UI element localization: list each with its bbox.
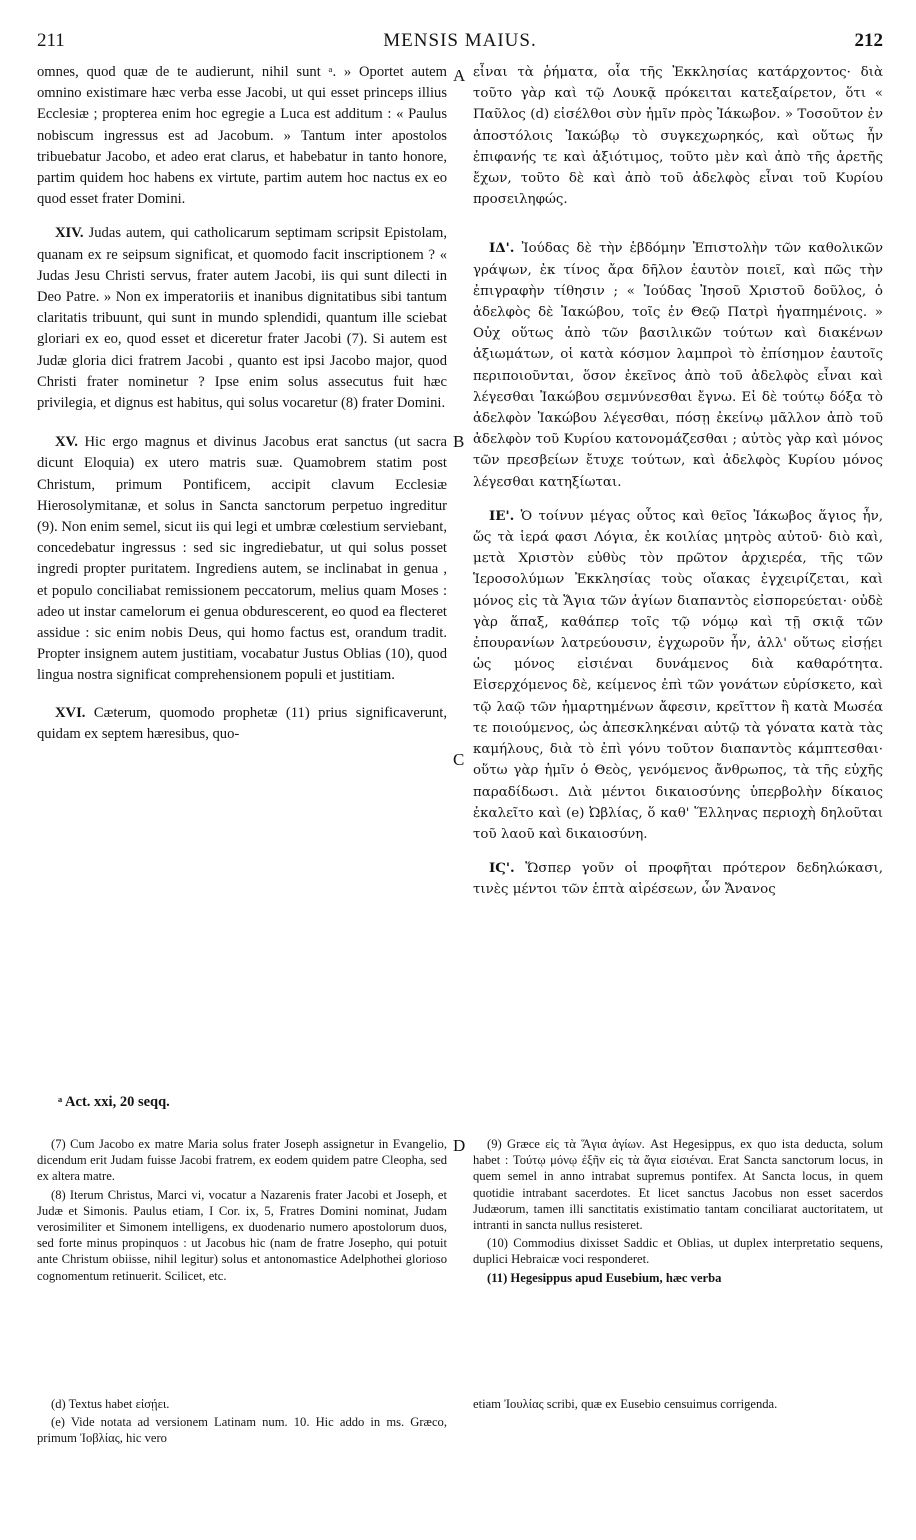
section-number: ΙΔ'. bbox=[489, 240, 515, 257]
footnotes-right bbox=[473, 1136, 883, 1288]
latin-paragraph-text: Cæterum, quomodo prophetæ (11) prius significaverunt, quidam ex septem hæresibus, quo- bbox=[37, 704, 447, 742]
footnote: (8) Iterum Christus, Marci vi, vocatur a Nazarenis frater Jacobi et Joseph, et Judæ et Simonis. Paulus etiam, I Cor. ix, 5, Fratres Domini nominat, Judam verosimiliter et Simonem intelligens, ex duodenario numero apostolorum duos, sed forte minus propinquos : ut Jacobus hic (nam de fratre Josepho, qui potuit ante Christum obiisse, nihil legitur) solus et antonomastice Adelphothei glorioso cognomentum retinuerit. Scilicet, etc. bbox=[37, 1187, 447, 1283]
section-number: ΙϚ'. bbox=[489, 860, 515, 877]
textual-note: (d) Textus habet εἰσῄει. bbox=[51, 1397, 170, 1411]
latin-paragraph: omnes, quod quæ de te audierunt, nihil sunt ᵃ. » Oportet autem omnino existimare hæc verba esse Jacobi, ut qui esset princeps illius Ecclesiæ ; propterea enim hoc egregie a Luca est additum : « Paulus nobiscum ingressus est ad Jacobum. » Tantum inter apostolos tribuebatur Jacobo, et adeo erat clarus, et habebatur in tanto honore, partim quidem hoc habens ex virtute, partim autem hoc nactus ex eo quod esset frater Domini. bbox=[37, 64, 447, 208]
right-page-number: 212 bbox=[854, 30, 883, 51]
latin-paragraph-text: Hic ergo magnus et divinus Jacobus erat sanctus (ut sacra dicunt Eloquia) ex utero matris suæ. Quamobrem statim post Christum, primum Pontificem, accipit clavum Ecclesiæ Hierosolymitanæ, et solus in Sancta sanctorum perpetuo ingreditur (9). Non enim semel, sicut iis qui legi et umbræ cœlestium serviebant, concedebatur ingressus : sed sic ingrediebatur, ut qui solus posset ingredi propter puritatem. Ingrediens autem, se inclinabat in genua , et populo conciliabat remissionem peccatorum, melius quam Moses : adeo ut instar camelorum ei genua obdurescerent, eo quod ea flecteret assidue : sic enim nobis Deus, qui homo factus est, orandum tradit. Propter insignem autem justitiam, vocabatur Justus Oblias (10), quod lingua nostra significat comprehensionem populi et justitiam. bbox=[37, 434, 448, 684]
left-page-number: 211 bbox=[37, 30, 65, 51]
greek-paragraph-text: Ὁ τοίνυν μέγας οὗτος καὶ θεῖος Ἰάκωβος ἅγιος ἦν, ὥς τὰ ἱερά φασι Λόγια, ἐκ κοιλίας μητρὸς αὐτοῦ· διὸ καὶ, μετὰ Χριστὸν εὐθὺς τὸν πρῶτον ἀρχιερέα, τῆς τῶν Ἱεροσολύμων Ἐκκλησίας τοὺς οἴακας ἐγχειρίζεται, καὶ μόνος εἰς τὰ Ἅγια τῶν ἁγίων διαπαντὸς εἰσπορεύεται· οὐδὲ γὰρ ἅπαξ, καθάπερ τοῖς τῷ νόμῳ καὶ τῇ σκιᾷ τῶν ἐπουρανίων λατρεύουσιν, ἐγχωροῦν ἦν, ἀλλ' οὕτως εἰσῄει ὡς μόνος εἰσιέναι δυνάμενος διὰ καθαρότητα. Εἰσερχόμενος δὲ, κείμενος ἐπὶ τῶν γονάτων εὑρίσκετο, καὶ τῷ λαῷ τῶν ἡμαρτημένων ἄφεσιν, κρεῖττον ἢ κατὰ Μωσέα τε ποιούμενος, ὡς ἀπεσκληκέναι αὐτῷ τὰ γόνατα κατὰ τὰς καμήλους, διὰ τὸ ἐπὶ γόνυ τοῦτον διαπαντὸς κάμπτεσθαι· οὕτω γὰρ ἡμῖν ὁ Θεὸς, γενόμενος ἄνθρωπος, τὰ τῆς εὐχῆς παραδίδωσι. Διὰ μέντοι δικαιοσύνης ὑπερβολὴν δίκαιος ἐκαλεῖτο καὶ (e) Ὠβλίας, ὅ καθ' Ἕλληνας περιοχὴ δηλοῦται τοῦ λαοῦ καὶ δικαιοσύνη. bbox=[473, 508, 884, 842]
greek-paragraph-text: Ἰούδας δὲ τὴν ἑβδόμην Ἐπιστολὴν τῶν καθολικῶν γράψων, ἐκ τίνος ἄρα δῆλον ἑαυτὸν ποιεῖ, καὶ πῶς τὴν ἐπιγραφὴν τίθησιν ; « Ἰούδας Ἰησοῦ Χριστοῦ δοῦλος, ὁ ἀδελφὸς δὲ Ἰακώβου, τοῖς ἐν Θεῷ Πατρὶ ἠγαπημένοις. » Οὐχ οὕτως ἀπὸ τῶν βασιλικῶν τούτων καὶ διακένων ἀξιωμάτων, οἱ κατὰ κόσμον λαμπροὶ τὸ ἐπίσημον ἑαυτοῖς περιποιοῦνται, ὅσον ἐκεῖνος ἀπὸ τοῦ ἀδελφὸς εἶναι καὶ λέγεσθαι Ἰακώβου σεμνύνεσθαι ἔγνω. Εἰ δὲ τούτῳ δόξα τὸ ἀδελφὸν Ἰακώβου λέγεσθαι, πόσῃ ἐκείνῳ μᾶλλον ἀπὸ τοῦ ἀδελφὸν τοῦ Κυρίου κατονομάζεσθαι ; αὐτὸς γὰρ καὶ μόνος τῶν πρεσβείων ἔτυχε τούτων, καὶ ἀδελφὸς Κυρίου μόνος λέγεσθαι κατηξίωται. bbox=[473, 241, 883, 490]
latin-column bbox=[37, 62, 447, 758]
running-header bbox=[37, 30, 883, 56]
margin-letter-c: C bbox=[453, 750, 465, 769]
greek-paragraph bbox=[473, 238, 883, 492]
greek-paragraph: εἶναι τὰ ῥήματα, οἷα τῆς Ἐκκλησίας κατάρχοντος· διὰ τοῦτο γὰρ καὶ τῷ Λουκᾷ πρόκειται κατεξαίρετον, ὅτι « Παῦλος (d) εἰσέλθοι σὺν ἡμῖν πρὸς Ἰάκωβον. » Τοσοῦτον ἐν ἀποστόλοις Ἰακώβῳ τὸ συγκεχωρηκός, καὶ οὕτως ἦν ἐπιφανής τε καὶ ἀξιότιμος, τοῦτο μὲν καὶ ἀπὸ τῆς ἀρετῆς ἔχων, τοῦτο δὲ καὶ ἀπὸ τοῦ ἀδελφὸς εἶναι τοῦ Κυρίου προσειληφώς. bbox=[473, 65, 883, 208]
section-number: ΙΕ'. bbox=[489, 507, 515, 524]
margin-letter-b: B bbox=[453, 432, 465, 451]
footnote: (9) Græce εἰς τὰ Ἅγια ἁγίων. Ast Hegesippus, ex quo ista deducta, solum habet : Τούτῳ μόνῳ ἐξῆν εἰς τὰ ἅγια εἰσιέναι. Erat Sancta sanctorum locus, in quem semel in anno intrabat supremus pontifex. At Sancta locus, in quem quotidie intrabant sacerdotes. Et licet sanctus Jacobus non esset sacerdos Judæorum, tamen illi sanctitatis existimatio tantam conciliarat auctoritatem, ut intranti in sancta nullus resisteret. bbox=[473, 1137, 883, 1233]
footnotes-left bbox=[37, 1136, 447, 1286]
latin-paragraph-text: Judas autem, qui catholicarum septimam scripsit Epistolam, quanam ex re seipsum significat, et quomodo facit inscriptionem ? « Judas Jesu Christi servus, frater autem Jacobi, iis qui sunt dilecti in Deo Patre. » Non ex imperatoriis et inanibus dignitatibus sibi tantum claritatis tribuunt, qui sunt in mundo splendidi, quantum ille sciebat gloriari ex eo, quod esset et diceretur frater Jacobi (7). Si autem est Judæ gloria dici fratrem Jacobi , quanto est ipsi Jacobo major, quod Christi frater nominetur ? Ipse enim solus assecutus fuit hæc privilegia, et dignus est habitus, qui solus vocaretur (8) frater Domini. bbox=[37, 225, 447, 412]
footnote: (11) Hegesippus apud Eusebium, hæc verba bbox=[487, 1270, 722, 1285]
greek-paragraph bbox=[473, 506, 883, 845]
textual-notes-left bbox=[37, 1396, 447, 1449]
running-title: MENSIS MAIUS. bbox=[383, 30, 537, 51]
textual-notes-right bbox=[473, 1396, 883, 1414]
scripture-reference: ᵃ Act. xxi, 20 seqq. bbox=[58, 1094, 170, 1110]
latin-paragraph bbox=[37, 703, 447, 745]
section-number: XIV. bbox=[55, 225, 84, 242]
greek-paragraph bbox=[473, 858, 883, 900]
latin-paragraph bbox=[37, 223, 447, 414]
textual-note: etiam Ἰουλίας scribi, quæ ex Eusebio censuimus corrigenda. bbox=[473, 1397, 778, 1411]
textual-note: (e) Vide notata ad versionem Latinam num. 10. Hic addo in ms. Græco, primum Ἰοβλίας, hic vero bbox=[37, 1415, 447, 1446]
latin-paragraph bbox=[37, 432, 447, 686]
greek-paragraph-text: Ὥσπερ γοῦν οἱ προφῆται πρότερον δεδηλώκασι, τινὲς μέντοι τῶν ἑπτὰ αἱρέσεων, ὧν Ἄνανος bbox=[473, 861, 884, 898]
margin-letter-a: A bbox=[453, 66, 466, 85]
margin-letter-d: D bbox=[453, 1136, 466, 1155]
greek-column bbox=[473, 62, 883, 914]
section-number: XVI. bbox=[55, 704, 86, 721]
footnote: (10) Commodius dixisset Saddic et Oblias, ut duplex interpretatio sequens, duplici Hebraicæ voci responderet. bbox=[473, 1236, 883, 1267]
section-number: XV. bbox=[55, 434, 78, 451]
footnote: (7) Cum Jacobo ex matre Maria solus frater Joseph assignetur in Evangelio, dicendum erit Judam fuisse Jacobi fratrem, ex eodem quidem patre Cleopha, sed ex altera matre. bbox=[37, 1137, 447, 1184]
